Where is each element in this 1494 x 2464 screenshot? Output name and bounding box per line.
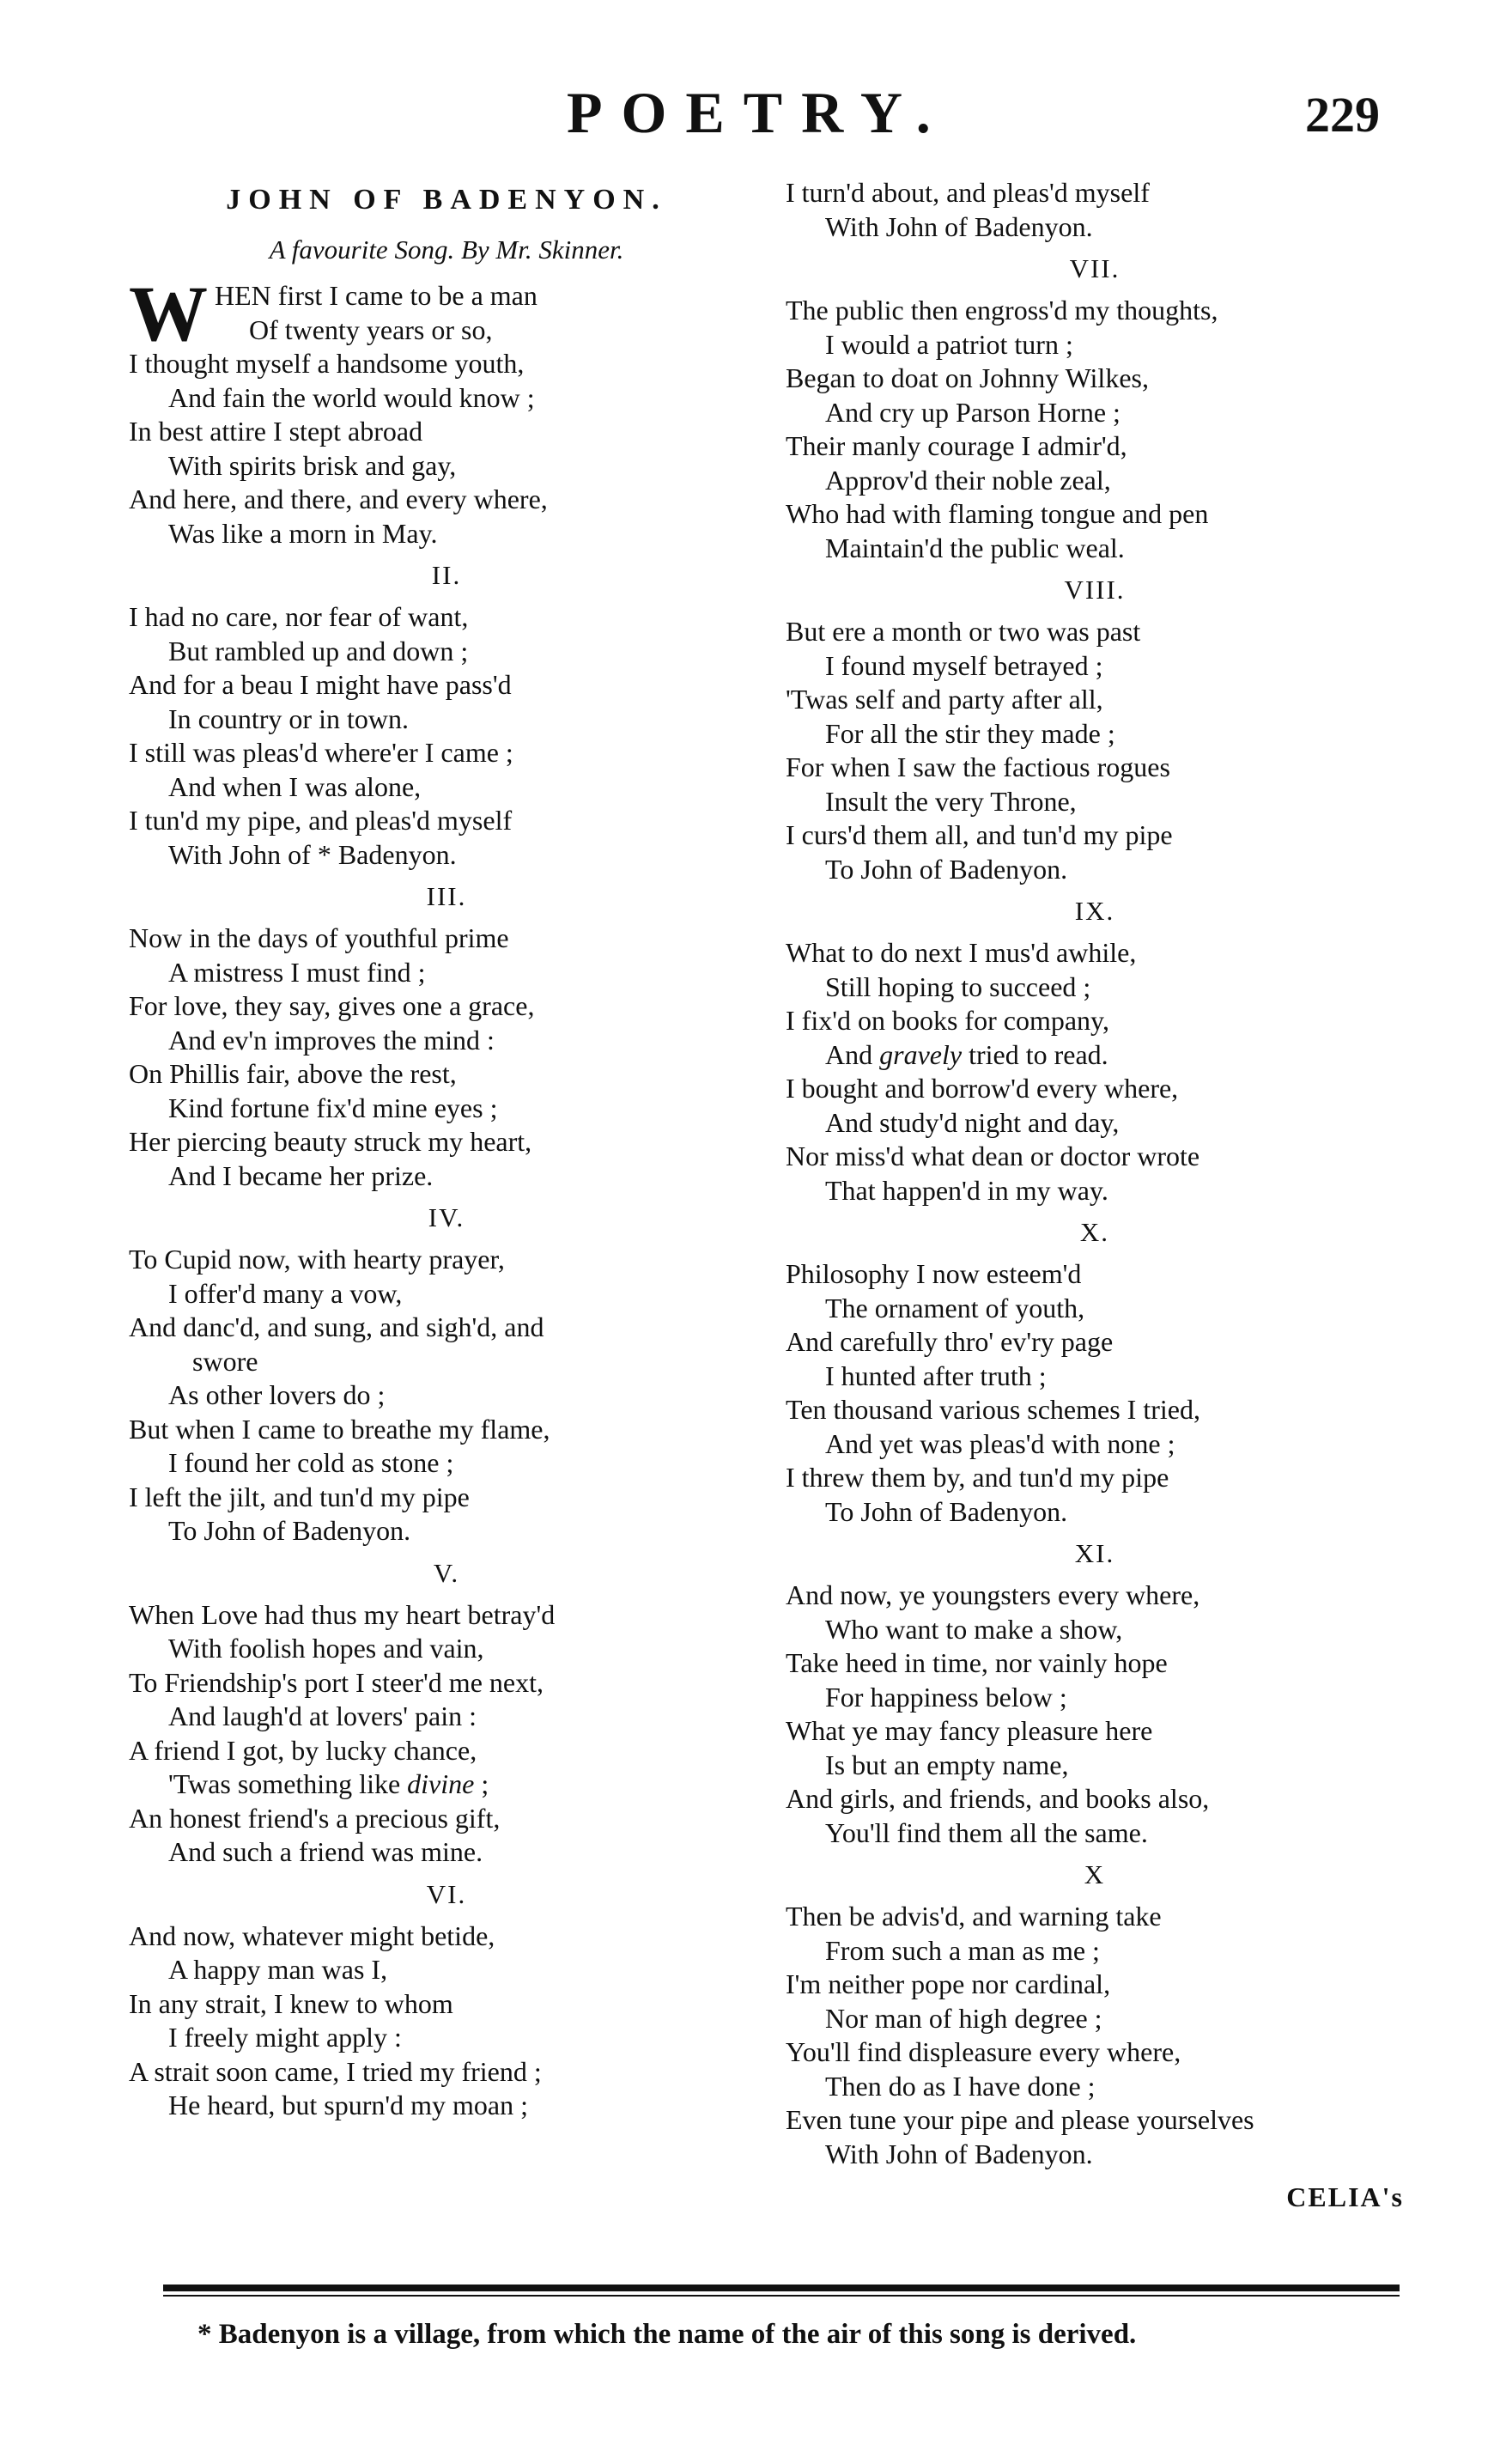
verse-line: I bought and borrow'd every where, [786,1073,1179,1104]
verse-line: An honest friend's a precious gift, [129,1802,501,1834]
verse-text: tried to read. [962,1038,1108,1070]
verse-line: I freely might apply : [168,2022,402,2053]
stanza-number: IV. [428,1202,465,1232]
verse-line: Now in the days of youthful prime [129,922,509,953]
verse-line: I found her cold as stone ; [168,1447,454,1478]
verse-line [129,1767,764,1802]
verse-line: And study'd night and day, [825,1106,1120,1138]
verse-line: What to do next I mus'd awhile, [786,937,1137,968]
stanza-8 [786,615,1404,886]
verse-line: To Cupid now, with hearty prayer, [129,1244,505,1275]
verse-line: A mistress I must find ; [168,956,426,988]
running-title: POETRY. [567,80,950,145]
verse-line: But ere a month or two was past [786,616,1141,647]
verse-line: Maintain'd the public weal. [825,532,1125,563]
verse-line: You'll find them all the same. [825,1816,1148,1848]
stanza-9 [786,936,1404,1208]
verse-line: But rambled up and down ; [168,635,469,666]
poem-subtitle: A favourite Song. By Mr. Skinner. [269,234,624,265]
verse-line: I fix'd on books for company, [786,1005,1109,1036]
verse-line: And such a friend was mine. [168,1836,483,1867]
verse-line: To John of Badenyon. [825,1495,1068,1527]
left-column [129,176,764,2123]
verse-line: And danc'd, and sung, and sigh'd, and [129,1311,544,1342]
verse-line: I'm neither pope nor cardinal, [786,1968,1111,1999]
footnote-rule [163,2285,1400,2291]
verse-line: Their manly courage I admir'd, [786,430,1127,461]
verse-line: The ornament of youth, [825,1292,1085,1323]
verse-line: Of twenty years or so, [249,313,493,345]
verse-line: I turn'd about, and pleas'd myself [786,177,1150,208]
verse-line: The public then engross'd my thoughts, [786,295,1218,325]
stanza-1 [129,270,764,551]
stanza-number: V. [433,1557,460,1588]
drop-cap: W [129,270,208,357]
verse-line: I offer'd many a vow, [168,1277,403,1309]
stanza-number: XI. [1074,1538,1115,1568]
page-number: 229 [1305,87,1380,143]
verse-line: I threw them by, and tun'd my pipe [786,1462,1169,1493]
verse-line: And cry up Parson Horne ; [825,396,1120,428]
verse-line: As other lovers do ; [168,1379,386,1410]
stanza-number: III. [426,881,467,911]
verse-line: In country or in town. [168,703,409,734]
stanza-4 [129,1243,764,1548]
verse-line: And now, whatever might betide, [129,1919,495,1951]
verse-line: Began to doat on Johnny Wilkes, [786,362,1149,393]
verse-line: And I became her prize. [168,1159,434,1191]
verse-line: In any strait, I knew to whom [129,1987,453,2019]
verse-line: Then do as I have done ; [825,2070,1096,2102]
verse-line: With John of Badenyon. [825,2138,1093,2169]
verse-line: That happen'd in my way. [825,1174,1108,1206]
verse-line: And now, ye youngsters every where, [786,1579,1200,1610]
verse-line: Even tune your pipe and please yourselves [786,2104,1254,2135]
verse-line: In best attire I stept abroad [129,416,423,447]
stanza-number: VIII. [1064,575,1126,605]
poem-title: JOHN OF BADENYON. [226,184,667,216]
verse-line: To John of Badenyon. [168,1515,411,1546]
verse-line: I curs'd them all, and tun'd my pipe [786,819,1173,850]
author-signature: CELIA's [1286,2181,1404,2212]
verse-line: And carefully thro' ev'ry page [786,1326,1114,1357]
stanza-10 [786,1257,1404,1529]
verse-line: Nor man of high degree ; [825,2002,1102,2034]
verse-line: 'Twas self and party after all, [786,684,1103,715]
verse-line: I had no care, nor fear of want, [129,601,469,632]
verse-line: Ten thousand various schemes I tried, [786,1394,1200,1425]
italic-word: divine [407,1768,475,1799]
verse-line: Approv'd their noble zeal, [825,464,1111,496]
verse-line: You'll find displeasure every where, [786,2036,1181,2067]
verse-line: What ye may fancy pleasure here [786,1715,1153,1746]
first-line-text: HEN first I came to be a man [215,280,537,311]
verse-line: For love, they say, gives one a grace, [129,990,535,1021]
stanza-6-continued [786,176,1404,244]
verse-line: With spirits brisk and gay, [168,449,457,481]
stanza-12 [786,1900,1404,2171]
verse-line [786,1038,1404,1073]
verse-line: Who want to make a show, [825,1613,1123,1645]
italic-word: gravely [879,1038,963,1070]
verse-line: He heard, but spurn'd my moan ; [168,2090,529,2120]
stanza-3 [129,922,764,1193]
verse-line: Was like a morn in May. [168,517,438,549]
verse-line: A friend I got, by lucky chance, [129,1734,477,1766]
verse-line: For all the stir they made ; [825,717,1115,749]
verse-line: With foolish hopes and vain, [168,1633,484,1664]
stanza-number: X. [1079,1217,1110,1247]
verse-line: But when I came to breathe my flame, [129,1413,550,1445]
footnote: * Badenyon is a village, from which the name of the air of this song is derived. [197,2319,1137,2350]
stanza-number: X [1084,1859,1106,1889]
stanza-5 [129,1598,764,1870]
verse-line: I left the jilt, and tun'd my pipe [129,1481,470,1512]
verse-line: To Friendship's port I steer'd me next, [129,1666,544,1698]
verse-line: And yet was pleas'd with none ; [825,1427,1175,1459]
verse-line: Kind fortune fix'd mine eyes ; [168,1092,498,1123]
verse-line: I still was pleas'd where'er I came ; [129,737,513,768]
stanza-7 [786,294,1404,565]
stanza-number: VII. [1069,253,1120,283]
verse-line: And ev'n improves the mind : [168,1024,495,1056]
verse-line: To John of Badenyon. [825,853,1068,885]
stanza-11 [786,1579,1404,1850]
verse-line: I thought myself a handsome youth, [129,348,525,379]
verse-line: A happy man was I, [168,1954,388,1985]
verse-line: For happiness below ; [825,1681,1067,1713]
verse-text: 'Twas something like [168,1768,408,1799]
footnote-rule-thin [163,2295,1400,2297]
verse-text: And [825,1038,880,1070]
verse-line: On Phillis fair, above the rest, [129,1058,457,1089]
verse-line: Then be advis'd, and warning take [786,1901,1162,1932]
verse-text: ; [474,1768,489,1799]
verse-line: Her piercing beauty struck my heart, [129,1126,532,1157]
verse-line: Who had with flaming tongue and pen [786,498,1209,529]
stanza-number: VI. [426,1878,467,1909]
verse-line: Still hoping to succeed ; [825,970,1091,1002]
right-column [786,176,1404,2218]
verse-line: And when I was alone, [168,770,422,802]
verse-line: I would a patriot turn ; [825,328,1073,360]
stanza-2 [129,600,764,872]
verse-line: And for a beau I might have pass'd [129,669,512,700]
verse-line: With John of * Badenyon. [168,838,457,870]
verse-line: I found myself betrayed ; [825,649,1103,681]
verse-line: Take heed in time, nor vainly hope [786,1647,1168,1678]
verse-line: A strait soon came, I tried my friend ; [129,2055,542,2087]
verse-line: And girls, and friends, and books also, [786,1783,1210,1814]
page-header [0,79,1494,156]
verse-line: I hunted after truth ; [825,1360,1047,1391]
verse-line: Philosophy I now esteem'd [786,1258,1082,1289]
verse-line: Nor miss'd what dean or doctor wrote [786,1141,1200,1171]
stanza-number: IX. [1074,896,1115,926]
stanza-6 [129,1919,764,2123]
verse-line: And fain the world would know ; [168,381,535,413]
verse-line: For when I saw the factious rogues [786,751,1170,782]
verse-line: From such a man as me ; [825,1934,1100,1966]
verse-line: When Love had thus my heart betray'd [129,1598,556,1630]
verse-line: And laugh'd at lovers' pain : [168,1700,477,1731]
verse-line: With John of Badenyon. [825,210,1093,242]
verse-line: And here, and there, and every where, [129,484,548,514]
verse-line: swore [192,1345,258,1377]
verse-line: I tun'd my pipe, and pleas'd myself [129,805,513,836]
verse-line: Is but an empty name, [825,1749,1069,1780]
verse-line: Insult the very Throne, [825,785,1077,817]
stanza-number: II. [431,560,462,590]
